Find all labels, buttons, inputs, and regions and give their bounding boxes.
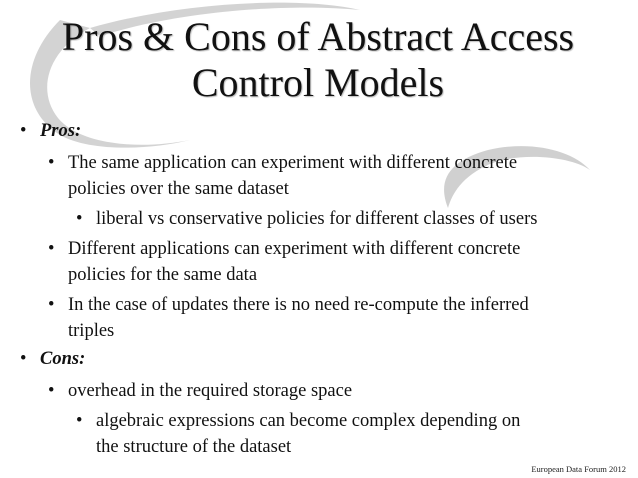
cons-heading-item	[20, 346, 600, 372]
title-line-1: Pros & Cons of Abstract Access	[61, 14, 575, 59]
bullet-icon: •	[20, 349, 27, 369]
pros-item-2-line-2: policies for the same data	[68, 265, 258, 285]
cons-heading: Cons:	[40, 349, 86, 369]
pros-item-1	[48, 150, 598, 202]
bullet-icon: •	[48, 239, 55, 259]
pros-heading-item	[20, 118, 600, 144]
pros-heading: Pros:	[40, 121, 82, 141]
title-line-2: Control Models	[191, 60, 445, 105]
pros-item-3-line-2: triples	[68, 321, 115, 341]
pros-item-1-sub-1-text: liberal vs conservative policies for different classes of users	[96, 209, 538, 229]
pros-item-3-line-1: In the case of updates there is no need re-compute the inferred	[68, 295, 529, 315]
cons-item-1	[48, 378, 598, 404]
bullet-icon: •	[20, 121, 27, 141]
pros-item-3	[48, 292, 598, 344]
bullet-icon: •	[48, 381, 55, 401]
pros-item-1-line-2: policies over the same dataset	[68, 179, 289, 199]
bullet-icon: •	[76, 209, 83, 229]
bullet-icon: •	[48, 295, 55, 315]
pros-item-2-line-1: Different applications can experiment with different concrete	[68, 239, 521, 259]
bullet-icon: •	[76, 411, 83, 431]
footer-text: European Data Forum 2012	[531, 464, 626, 474]
pros-item-1-sub-1	[76, 206, 616, 232]
cons-item-1-sub-1-line-2: the structure of the dataset	[96, 437, 292, 457]
cons-item-1-sub-1	[76, 408, 616, 460]
bullet-icon: •	[48, 153, 55, 173]
cons-item-1-text: overhead in the required storage space	[68, 381, 353, 401]
pros-item-1-line-1: The same application can experiment with different concrete	[68, 153, 518, 173]
pros-item-2	[48, 236, 598, 288]
cons-item-1-sub-1-line-1: algebraic expressions can become complex depending on	[96, 411, 521, 431]
